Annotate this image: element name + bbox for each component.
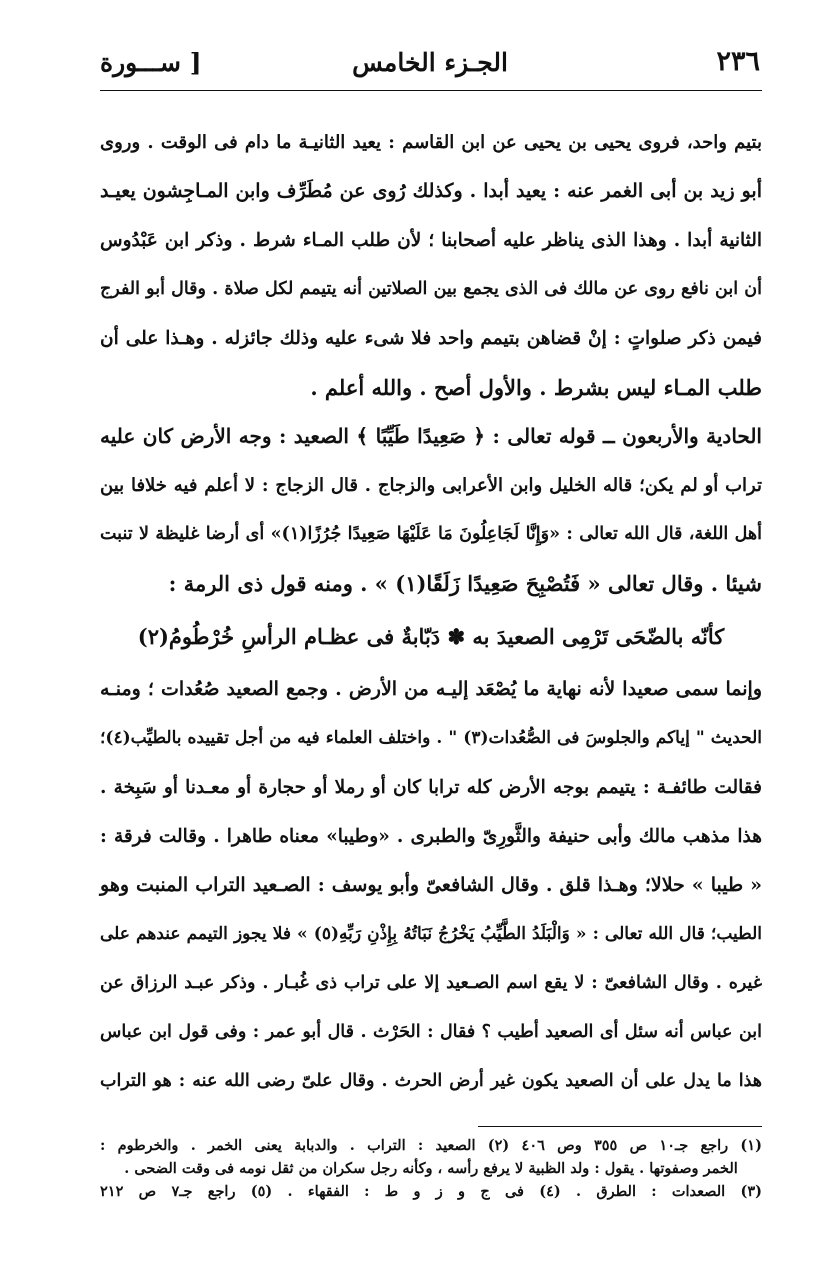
text-line: وإنما سمى صعيدا لأنه نهاية ما يُصْعَد إليـه من الأرض . وجمع الصعيد صُعُدات ؛ ومنـه xyxy=(100,678,762,700)
running-title: الجـزء الخامس xyxy=(352,48,508,77)
footnotes xyxy=(100,1134,762,1203)
text-line: شيئا . وقال تعالى « فَتُصْبِحَ صَعِيدًا زَلَقًا(١) » . ومنه قول ذى الرمة : xyxy=(168,571,762,596)
text-line: ابن عباس أنه سئل أى الصعيد أطيب ؟ فقال : الحَرْث . قال أبو عمر : وفى قول ابن عباس xyxy=(100,1022,762,1042)
main-text xyxy=(100,118,762,1106)
footnote-line: (١) راجع جـ١٠ ص ٣٥٥ وص ٤٠٦ (٢) الصعيد : التراب . والدبابة يعنى الخمر . والخرطوم : xyxy=(100,1137,762,1154)
footnote-line: الخمر وصفوتها . يقول : ولد الظبية لا يرفع رأسه ، وكأنه رجل سكران من ثقل نومه فى وقت الضحى . xyxy=(124,1160,738,1177)
text-line: غيره . وقال الشافعىّ : لا يقع اسم الصـعيد إلا على تراب ذى غُبـار . وذكر عبـد الرزاق عن xyxy=(100,973,762,993)
text-line: « طيبا » حلالا؛ وهـذا قلق . وقال الشافعىّ وأبو يوسف : الصـعيد التراب المنبت وهو xyxy=(100,874,762,896)
text-line: بتيم واحد، فروى يحيى بن يحيى عن ابن القاسم : يعيد الثانيـة ما دام فى الوقت . وروى xyxy=(100,132,762,153)
text-line: أبو زيد بن أبى الغمر عنه : يعيد أبدا . وكذلك رُوى عن مُطَرِّف وابن المـاجِشون يعيـد xyxy=(100,180,762,202)
text-line: فقالت طائفـة : يتيمم بوجه الأرض كله ترابا كان أو رملا أو حجارة أو معـدنا أو سَبِخة . xyxy=(100,777,762,798)
page-number: ٢٣٦ xyxy=(716,46,760,77)
text-line: تراب أو لم يكن؛ قاله الخليل وابن الأعرابى والزجاج . قال الزجاج : لا أعلم فيه خلافا بين xyxy=(100,475,762,496)
text-line: أن ابن نافع روى عن مالك فى الذى يجمع بين الصلاتين أنه يتيمم لكل صلاة . وقال أبو الفرج xyxy=(100,279,762,299)
header-rule xyxy=(100,90,762,91)
footnote-line: (٣) الصعدات : الطرق . (٤) فى ج و ز و ط : الفقهاء . (٥) راجع جـ٧ ص ٢١٢ xyxy=(100,1183,762,1200)
text-line: هذا ما يدل على أن الصعيد يكون غير أرض الحرث . وقال علىّ رضى الله عنه : هو التراب xyxy=(100,1071,762,1091)
surah-label: [ ســـورة xyxy=(100,48,202,77)
text-line: أهل اللغة، قال الله تعالى : «وَإِنَّا لَجَاعِلُونَ مَا عَلَيْهَا صَعِيدًا جُرُزًا(١)» أى أرضا غليظة لا تنبت xyxy=(100,524,762,544)
text-line: الحديث " إياكم والجلوسَ فى الصُّعُدات(٣) " . واختلف العلماء فيه من أجل تقييده بالطيِّب(٤)؛ xyxy=(100,728,762,748)
text-line: الطيب؛ قال الله تعالى : « وَالْبَلَدُ الطَّيِّبُ يَخْرُجُ نَبَاتُهُ بِإِذْنِ رَبِّهِ(٥) » فلا يجوز التيمم عندهم على xyxy=(100,924,762,944)
text-line: طلب المـاء ليس بشرط . والأول أصح . والله أعلم . xyxy=(310,375,762,400)
text-line: الثانية أبدا . وهذا الذى يناظر عليه أصحابنا ؛ لأن طلب المـاء شرط . وذكر ابن عَبْدُوس xyxy=(100,230,762,251)
footnote-rule xyxy=(478,1126,762,1127)
text-line: هذا مذهب مالك وأبى حنيفة والثَّورِىّ والطبرى . «وطيبا» معناه طاهرا . وقالت فرقة : xyxy=(100,826,762,847)
text-line: الحادية والأربعون ــ قوله تعالى : ﴿ صَعِيدًا طَيِّبًا ﴾ الصعيد : وجه الأرض كان عليه xyxy=(100,424,762,448)
text-line: فيمن ذكر صلواتٍ : إنْ قضاهن بتيمم واحد فلا شىء عليه وذلك جائزله . وهـذا على أن xyxy=(100,328,762,349)
poem-verse: كأنّه بالضّحَى تَرْمِى الصعيدَ به ✽ دَبّابةٌ فى عظـام الرأسِ خُرْطُومُ(٢) xyxy=(137,624,725,649)
page-header xyxy=(100,44,760,86)
